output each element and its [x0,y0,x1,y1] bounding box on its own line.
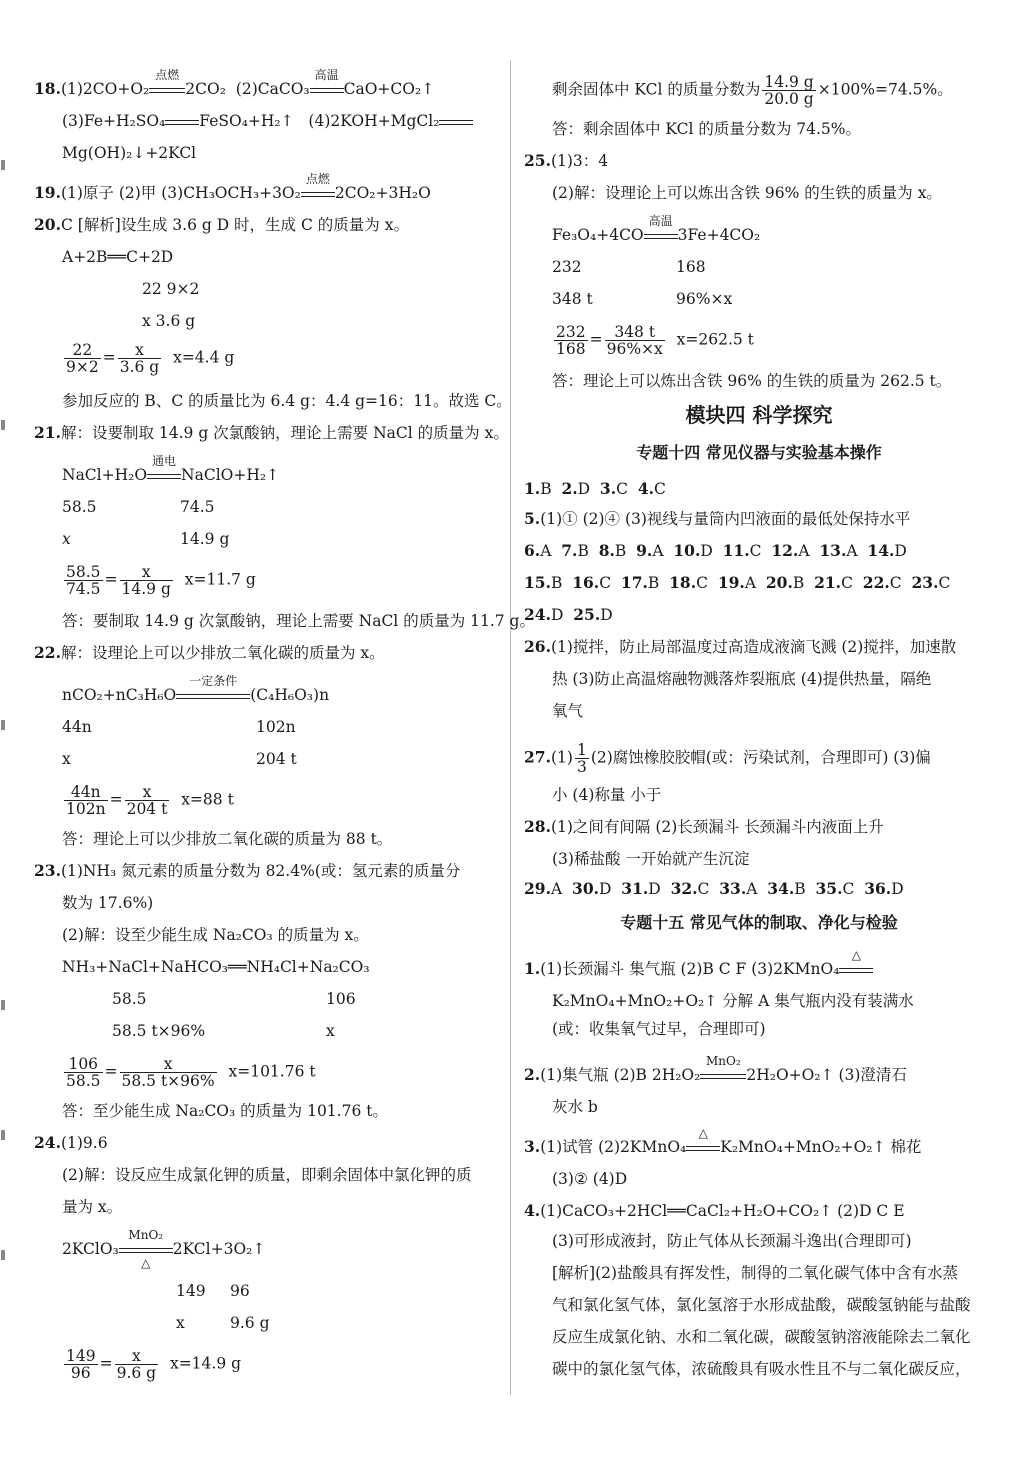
t15-q4-line6: 碳中的氯化氢气体，浓硫酸具有吸水性且不与二氧化碳反应， [552,1360,971,1378]
t15-q1-line3: (或：收集氧气过早，合理即可) [552,1020,766,1038]
q25-line2: (2)解：设理论上可以炼出含铁 96% 的生铁的质量为 x。 [552,184,942,202]
q24-proportion: $\frac{149}{96}$ = $\frac{x}{9.6 g}$ x=14.9 g [66,1347,242,1382]
q21-row1-b: 74.5 [180,498,215,516]
q18-line2: (3)Fe+H₂SO₄ FeSO₄+H₂↑ (4)2KOH+MgCl₂ [62,110,473,132]
t15-q1-line1: 1.(1)长颈漏斗 集气瓶 (2)B C F (3)2KMnO₄ △ [524,958,873,980]
t14-q28-line1: 28.(1)之间有间隔 (2)长颈漏斗 长颈漏斗内液面上升 [524,817,884,836]
q25-equation: Fe₃O₄+4CO 高温 3Fe+4CO₂ [552,214,761,244]
t14-q26-line3: 氧气 [552,702,584,720]
edge-mark [1,1250,5,1260]
t14-row6: 6.A 7.B 8.B 9.A 10.D 11.C 12.A 13.A 14.D [524,541,907,560]
t14-row24: 24.D 25.D [524,605,613,624]
q19: 19.(1)原子 (2)甲 (3)CH₃OCH₃+3O₂ 点燃 2CO₂+3H₂O [34,172,431,202]
t14-q5: 5.(1)① (2)④ (3)视线与量筒内凹液面的最低处保持水平 [524,509,911,528]
q25-answer: 答：理论上可以炼出含铁 96% 的生铁的质量为 262.5 t。 [552,372,952,390]
q25-proportion: $\frac{232}{168}$ = $\frac{348 t}{96\%\times x}$ x=262.5 t [556,323,754,358]
q24-row2-b: 9.6 g [230,1314,270,1332]
q24-line1: 24.(1)9.6 [34,1133,108,1152]
q24-line3: 量为 x。 [62,1198,123,1216]
t15-q4-line2: (3)可形成液封，防止气体从长颈漏斗逸出(合理即可) [552,1232,912,1250]
edge-mark [1,1000,5,1010]
q20-proportion: $\frac{22}{9\times 2}$ = $\frac{x}{3.6 g}$ x=4.4 g [66,341,235,376]
q25-line1: 25.(1)3：4 [524,151,609,170]
t15-q3-line1: 3.(1)试管 (2)2KMnO₄ △ K₂MnO₄+MnO₂+O₂↑ 棉花 [524,1126,922,1156]
q21-row1-a: 58.5 [62,498,97,516]
t15-q1-line2: K₂MnO₄+MnO₂+O₂↑ 分解 A 集气瓶内没有装满水 [552,992,914,1010]
q23-equation: NH₃+NaCl+NaHCO₃══NH₄Cl+Na₂CO₃ [62,958,370,976]
q22-row1-b: 102n [256,718,296,736]
q22-row2-a: x [62,750,71,768]
q23-row1-b: 106 [326,990,356,1008]
t15-q3-line2: (3)② (4)D [552,1170,628,1188]
q25-row1-a: 232 [552,258,582,276]
q24-answer: 答：剩余固体中 KCl 的质量分数为 74.5%。 [552,120,862,138]
q24-continued: 剩余固体中 KCl 的质量分数为 $\frac{14.9 g}{20.0 g}$ ×100%=74.5%。 [552,73,953,108]
t14-row29: 29.A 30.D 31.D 32.C 33.A 34.B 35.C 36.D [524,879,904,898]
t15-q2-line2: 灰水 b [552,1098,598,1116]
q22-answer: 答：理论上可以少排放二氧化碳的质量为 88 t。 [62,830,393,848]
t14-q26-line2: 热 (3)防止高温熔融物溅落炸裂瓶底 (4)提供热量，隔绝 [552,670,932,688]
q24-row2-a: x [176,1314,185,1332]
topic-14-heading: 专题十四 常见仪器与实验基本操作 [636,443,882,462]
q21-equation: NaCl+H₂O 通电 NaClO+H₂↑ [62,454,280,484]
q22-equation: nCO₂+nC₃H₆O 一定条件 (C₄H₆O₃)n [62,674,330,704]
q24-row1-a: 149 [176,1282,206,1300]
column-divider [510,60,511,1395]
q23-line2: 数为 17.6%) [62,894,154,912]
q24-line2: (2)解：设反应生成氯化钾的质量，即剩余固体中氯化钾的质 [62,1166,472,1184]
q20-equation: A+2B══C+2D [62,248,174,266]
edge-mark [1,1130,5,1140]
q22-proportion: $\frac{44n}{102n}$ = $\frac{x}{204 t}$ x=88 t [66,783,234,818]
q23-row1-a: 58.5 [112,990,147,1008]
t14-answers-1-4: 1.B 2.D 3.C 4.C [524,479,666,498]
t14-q27-line2: 小 (4)称量 小于 [552,786,662,804]
q24-equation: 2KClO₃ MnO₂ △ 2KCl+3O₂↑ [62,1228,266,1270]
t15-q4-line3: [解析](2)盐酸具有挥发性，制得的二氧化碳气体中含有水蒸 [552,1264,959,1282]
q22-intro: 22.解：设理论上可以少排放二氧化碳的质量为 x。 [34,643,385,662]
q21-row2-b: 14.9 g [180,530,230,548]
q18-line3: Mg(OH)₂↓+2KCl [62,144,197,162]
topic-15-heading: 专题十五 常见气体的制取、净化与检验 [620,913,898,932]
t14-q26-line1: 26.(1)搅拌，防止局部温度过高造成液滴飞溅 (2)搅拌，加速散 [524,637,957,656]
q23-row2-b: x [326,1022,335,1040]
q23-answer: 答：至少能生成 Na₂CO₃ 的质量为 101.76 t。 [62,1102,388,1120]
t15-q2-line1: 2.(1)集气瓶 (2)B 2H₂O₂ MnO₂ 2H₂O+O₂↑ (3)澄清石 [524,1054,907,1084]
q22-row1-a: 44n [62,718,92,736]
edge-mark [1,160,5,170]
q25-row1-b: 168 [676,258,706,276]
t15-q4-line4: 气和氯化氢气体，氯化氢溶于水形成盐酸，碳酸氢钠能与盐酸 [552,1296,971,1314]
q22-row2-b: 204 t [256,750,297,768]
q20-intro: 20.C [解析]设生成 3.6 g D 时，生成 C 的质量为 x。 [34,215,409,234]
q21-answer: 答：要制取 14.9 g 次氯酸钠，理论上需要 NaCl 的质量为 11.7 g。 [62,612,535,630]
module-heading: 模块四 科学探究 [685,403,833,427]
q25-row2-b: 96%×x [676,290,733,308]
edge-mark [1,420,5,430]
t15-q4-line1: 4.(1)CaCO₃+2HCl══CaCl₂+H₂O+CO₂↑ (2)D C E [524,1201,905,1220]
q21-proportion: $\frac{58.5}{74.5}$ = $\frac{x}{14.9 g}$ x=11.7 g [66,563,256,598]
q23-line3: (2)解：设至少能生成 Na₂CO₃ 的质量为 x。 [62,926,369,944]
t14-row15: 15.B 16.C 17.B 18.C 19.A 20.B 21.C 22.C 23.C [524,573,951,592]
q21-intro: 21.解：设要制取 14.9 g 次氯酸钠，理论上需要 NaCl 的质量为 x。 [34,423,509,442]
q23-line1: 23.(1)NH₃ 氮元素的质量分数为 82.4%(或：氢元素的质量分 [34,861,461,880]
q21-row2-a: x [62,530,71,548]
t14-q28-line2: (3)稀盐酸 一开始就产生沉淀 [552,850,750,868]
q23-proportion: $\frac{106}{58.5}$ = $\frac{x}{58.5 t\times 96\%}$ x=101.76 t [66,1055,316,1090]
q25-row2-a: 348 t [552,290,593,308]
q20-conclusion: 参加反应的 B、C 的质量比为 6.4 g：4.4 g=16：11。故选 C。 [62,392,512,410]
q23-row2-a: 58.5 t×96% [112,1022,206,1040]
t14-q27-line1: 27.(1) $\frac{1}{3}$ (2)腐蚀橡胶胶帽(或：污染试剂，合理即可) (3)偏 [524,741,931,776]
q20-row1: 22 9×2 [142,280,200,298]
q18-line1: 18.(1)2CO+O₂ 点燃 2CO₂ (2)CaCO₃ 高温 CaO+CO₂↑ [34,68,435,98]
t15-q4-line5: 反应生成氯化钠、水和二氧化碳，碳酸氢钠溶液能除去二氧化 [552,1328,971,1346]
q20-row2: x 3.6 g [142,312,196,330]
edge-mark [1,720,5,730]
binding-edge [0,0,6,1478]
q24-row1-b: 96 [230,1282,250,1300]
